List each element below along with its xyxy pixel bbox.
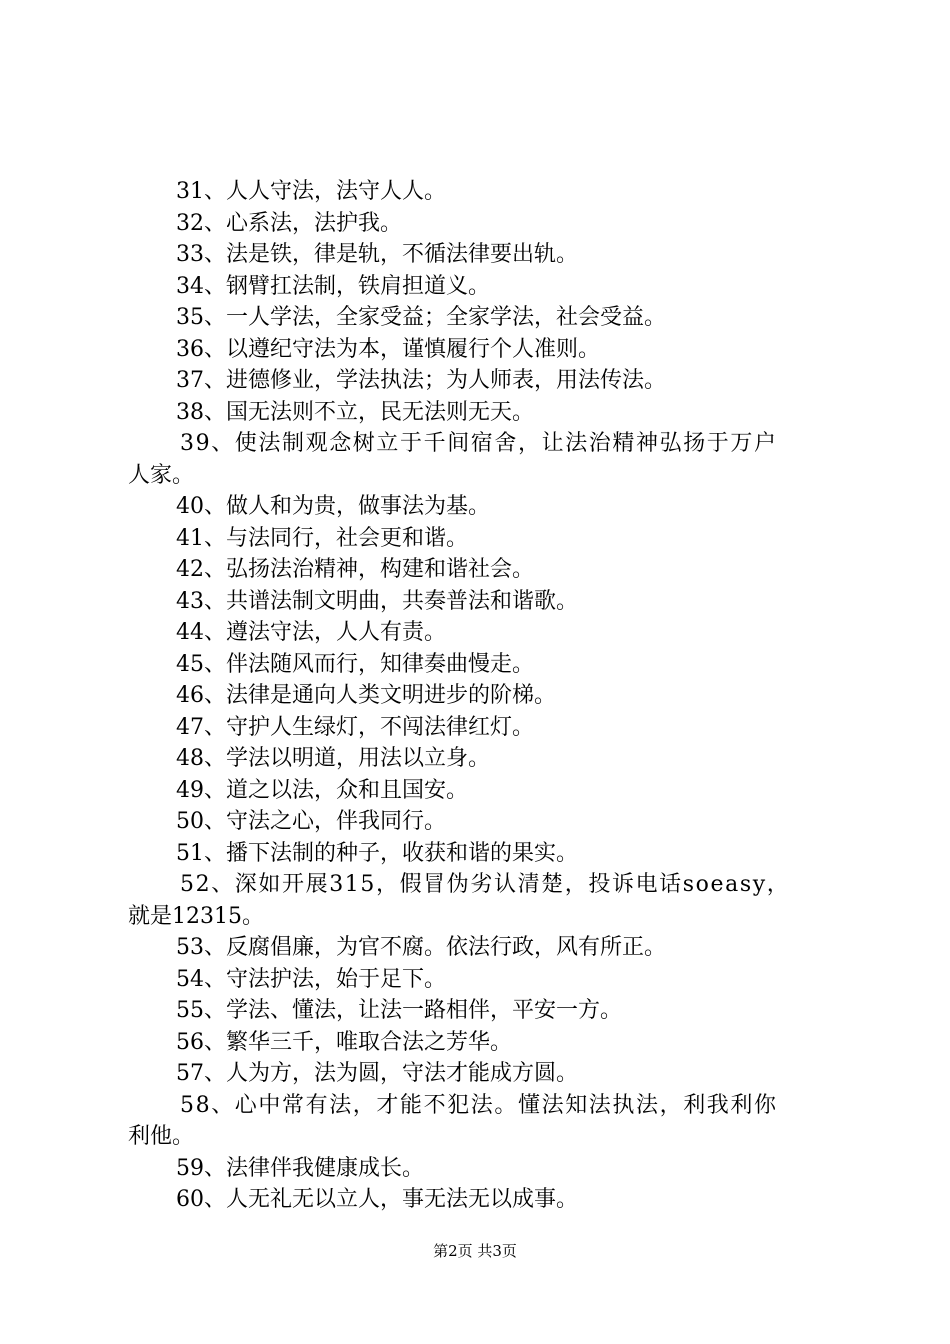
text-line: 人家。 [128,462,195,488]
text-line: 46、法律是通向人类文明进步的阶梯。 [176,683,556,708]
text-line: 36、以遵纪守法为本，谨慎履行个人准则。 [176,336,600,362]
text-line: 就是12315。 [128,903,264,929]
text-line: 利他。 [128,1124,195,1149]
text-line: 51、播下法制的种子，收获和谐的果实。 [176,840,578,866]
text-line: 52、深如开展315，假冒伪劣认清楚，投诉电话soeasy， [180,872,791,897]
text-line: 40、做人和为贵，做事法为基。 [176,494,490,519]
text-line: 32、心系法，法护我。 [176,210,402,236]
text-line: 55、学法、懂法，让法一路相伴，平安一方。 [176,998,622,1023]
text-line: 31、人人守法，法守人人。 [176,179,446,204]
text-line: 41、与法同行，社会更和谐。 [176,525,468,551]
text-line: 54、守法护法，始于足下。 [176,966,446,992]
text-line: 42、弘扬法治精神，构建和谐社会。 [176,557,534,582]
text-line: 58、心中常有法，才能不犯法。懂法知法执法，利我利你 [180,1092,778,1118]
page-footer: 第2页 共3页 [433,1242,517,1260]
text-line: 44、遵法守法，人人有责。 [176,620,446,645]
text-line: 37、进德修业，学法执法；为人师表，用法传法。 [176,368,666,393]
text-line: 48、学法以明道，用法以立身。 [176,746,490,771]
text-line: 59、法律伴我健康成长。 [176,1155,424,1181]
text-line: 47、守护人生绿灯，不闯法律红灯。 [176,714,534,740]
text-line: 43、共谱法制文明曲，共奏普法和谐歌。 [176,588,578,614]
text-line: 60、人无礼无以立人，事无法无以成事。 [176,1187,578,1212]
text-line: 34、钢臂扛法制，铁肩担道义。 [176,273,490,299]
text-line: 50、守法之心，伴我同行。 [176,809,446,834]
text-line: 33、法是铁，律是轨，不循法律要出轨。 [176,242,578,267]
document-body [128,176,838,1216]
text-line: 56、繁华三千，唯取合法之芳华。 [176,1029,512,1055]
text-line: 35、一人学法，全家受益；全家学法，社会受益。 [176,305,666,330]
text-line: 39、使法制观念树立于千间宿舍，让法治精神弘扬于万户 [180,431,778,456]
text-line: 38、国无法则不立，民无法则无天。 [176,399,534,425]
text-line: 45、伴法随风而行，知律奏曲慢走。 [176,651,534,677]
text-line: 53、反腐倡廉，为官不腐。依法行政，风有所正。 [176,935,666,960]
text-line: 57、人为方，法为圆，守法才能成方圆。 [176,1061,578,1086]
text-line: 49、道之以法，众和且国安。 [176,777,468,803]
